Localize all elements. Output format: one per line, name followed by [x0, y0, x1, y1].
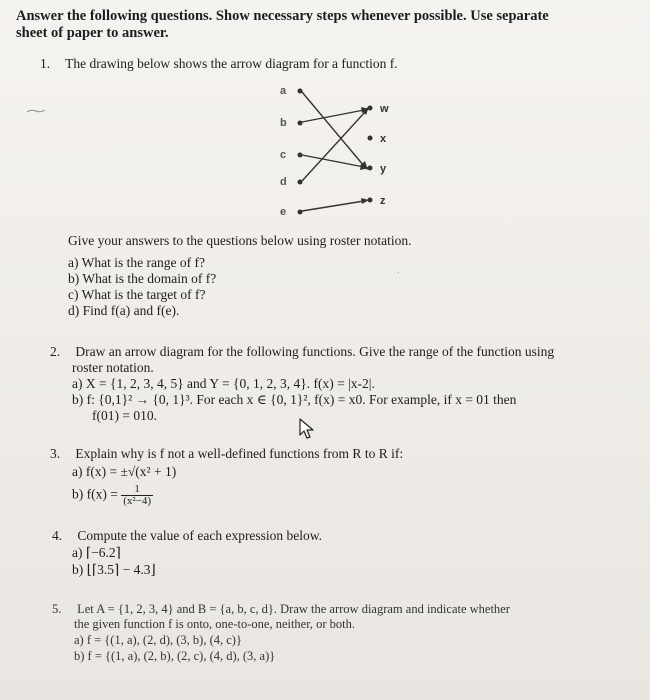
domain-label-c: c	[280, 149, 287, 161]
codomain-dot-x	[368, 136, 373, 141]
question-2	[50, 344, 630, 360]
question-1-item-d: d) Find f(a) and f(e).	[68, 303, 180, 318]
fraction	[121, 484, 153, 507]
header-line-2: sheet of paper to answer.	[16, 25, 169, 41]
domain-label-e: e	[280, 206, 287, 218]
question-5-line-2: the given function f is onto, one-to-one, neither, or both.	[74, 617, 356, 631]
mouse-cursor-icon	[298, 418, 316, 440]
domain-dot-c	[298, 153, 303, 158]
codomain-label-w: w	[380, 103, 389, 115]
header-line-1: Answer the following questions. Show necessary steps whenever possible. Use separate	[16, 8, 549, 24]
question-2-item-b-line-1: b) f: {0,1}² → {0, 1}³. For each x ∈ {0, 1}², f(x) = x0. For example, if x = 01 then	[72, 392, 517, 407]
domain-label-b: b	[280, 117, 287, 129]
question-3-item-a: a) f(x) = ±√(x² + 1)	[72, 464, 177, 479]
question-1-text: The drawing below shows the arrow diagram for a function f.	[65, 56, 398, 71]
question-5-item-a: a) f = {(1, a), (2, d), (3, b), (4, c)}	[74, 633, 242, 647]
question-4-number: 4.	[52, 528, 63, 543]
question-1-item-a: a) What is the range of f?	[68, 255, 205, 270]
codomain-label-y: y	[380, 163, 387, 175]
question-2-item-b-line-2: f(01) = 010.	[92, 408, 157, 423]
question-2-number: 2.	[50, 344, 61, 359]
question-2-line-1: Draw an arrow diagram for the following functions. Give the range of the function using	[75, 344, 555, 359]
question-3	[50, 446, 403, 462]
question-5	[52, 601, 632, 617]
question-3-text: Explain why is f not a well-defined functions from R to R if:	[75, 446, 404, 461]
question-4-item-b: b) ⌊⌈3.5⌉ − 4.3⌋	[72, 562, 156, 577]
fraction-numerator: 1	[121, 484, 153, 496]
question-3-item-b-prefix: b) f(x) =	[72, 486, 118, 502]
instructions-header	[16, 8, 616, 42]
question-1-number: 1.	[40, 56, 51, 71]
domain-label-d: d	[280, 176, 287, 188]
stray-dot: ∙	[397, 268, 400, 279]
question-2-line-2: roster notation.	[72, 360, 154, 375]
arrow-e-to-z	[302, 201, 364, 211]
question-5-number: 5.	[52, 602, 62, 616]
stray-mark	[26, 108, 46, 114]
question-4-item-a: a) ⌈−6.2⌉	[72, 545, 121, 560]
question-5-item-b: b) f = {(1, a), (2, b), (2, c), (4, d), (3, a)}	[74, 649, 276, 663]
arrow-c-to-y	[302, 155, 364, 167]
arrow-b-to-w	[302, 110, 364, 122]
question-1-instruction: Give your answers to the questions below using roster notation.	[68, 233, 412, 248]
question-1-item-c: c) What is the target of f?	[68, 287, 206, 302]
question-3-item-b	[72, 484, 153, 507]
domain-dot-b	[298, 121, 303, 126]
domain-label-a: a	[280, 85, 287, 97]
codomain-label-z: z	[380, 195, 386, 207]
arrow-diagram	[270, 82, 420, 222]
question-4	[52, 528, 322, 544]
domain-dot-e	[298, 210, 303, 215]
codomain-label-x: x	[380, 133, 387, 145]
question-1-item-b: b) What is the domain of f?	[68, 271, 217, 286]
question-1	[40, 56, 398, 72]
arrow-d-to-w	[302, 112, 365, 181]
question-3-number: 3.	[50, 446, 61, 461]
question-2-item-a: a) X = {1, 2, 3, 4, 5} and Y = {0, 1, 2, 3, 4}. f(x) = |x-2|.	[72, 376, 375, 391]
question-4-text: Compute the value of each expression below.	[77, 528, 323, 543]
question-5-line-1: Let A = {1, 2, 3, 4} and B = {a, b, c, d}. Draw the arrow diagram and indicate whether	[77, 602, 510, 616]
fraction-denominator: (x²−4)	[123, 495, 152, 507]
arrow-a-to-y	[302, 92, 364, 166]
